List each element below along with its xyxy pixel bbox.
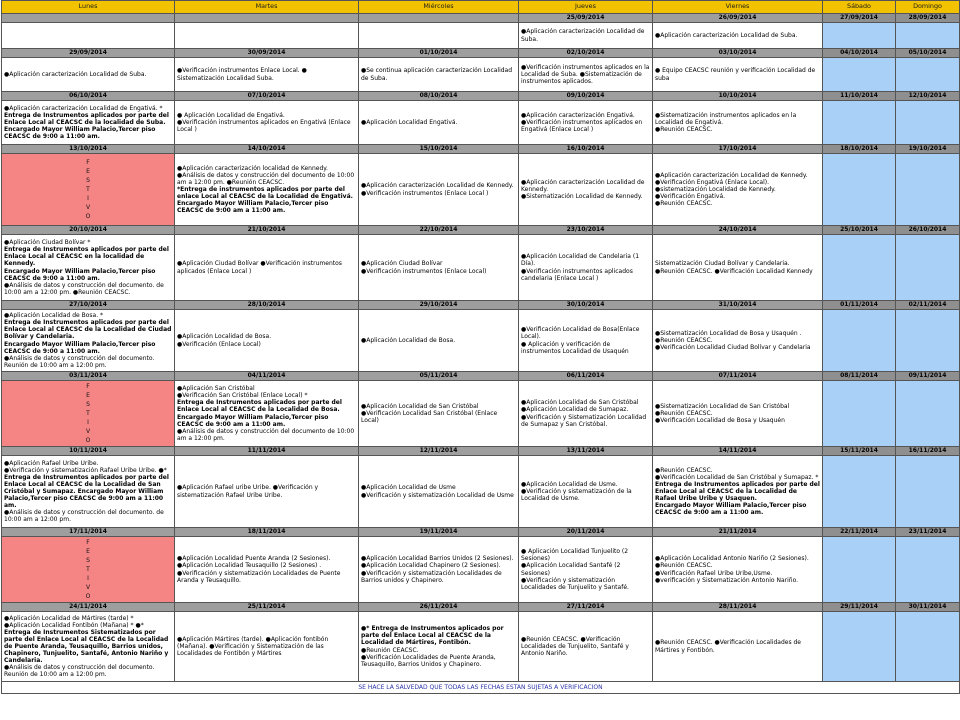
festivo-letter: E <box>86 168 90 175</box>
activity-line: ●Aplicación Rafael uribe Uribe. ●Verificación y sistematización Rafael Uribe Uribe. <box>177 484 319 499</box>
activity-line: ●Reunión CEACSC. <box>655 466 713 474</box>
calendar-body <box>2 14 960 682</box>
activity-line: Encargado Mayor William Palacio,Tercer piso CEACSC de 9:00 a 11:00 am. <box>4 340 156 355</box>
festivo-letter: O <box>85 437 91 444</box>
weekend-cell-domingo <box>896 381 960 447</box>
date-cell-domingo: 16/11/2014 <box>896 447 960 456</box>
activity-cell-jueves <box>519 310 653 372</box>
date-cell-miercoles: 08/10/2014 <box>359 92 519 101</box>
activity-cell-miercoles <box>359 23 519 49</box>
date-cell-viernes: 28/11/2014 <box>653 603 823 612</box>
date-cell-miercoles: 12/11/2014 <box>359 447 519 456</box>
activity-line: ●Aplicación Localidad de Candelaria (1 Día). <box>521 253 640 268</box>
date-cell-jueves: 16/10/2014 <box>519 145 653 154</box>
activity-line: ●Aplicación Rafael Uribe Uribe. <box>4 459 99 467</box>
date-cell-lunes: 03/11/2014 <box>2 372 175 381</box>
activity-line: ●Aplicación Localidad Chapinero (2 Sesiones). <box>361 562 501 570</box>
activity-cell-jueves <box>519 235 653 301</box>
activity-line: Encargado Mayor William Palacio,Tercer piso CEACSC de 9:00 a 11:00 am. <box>4 267 156 282</box>
week-date-row <box>2 226 960 235</box>
date-cell-miercoles: 22/10/2014 <box>359 226 519 235</box>
activity-line: Encargado Mayor William Palacio,Tercer piso CEACSC de 9:00 a 11:00 am. <box>4 126 156 141</box>
activity-line: ●Aplicación caracterización Localidad de Kennedy. <box>521 178 645 193</box>
weekday-header-row <box>2 1 960 14</box>
activity-line: ●Reunión CEACSC. <box>361 646 419 654</box>
festivo-letter: E <box>86 548 90 555</box>
activity-line: ●Verificación (Enlace Local) <box>177 340 261 348</box>
date-cell-jueves: 23/10/2014 <box>519 226 653 235</box>
activity-line: ●Reunión CEACSC. <box>655 409 713 417</box>
activity-line: ●Sistematización Localidad de Bosa y Usaquén . <box>655 329 802 337</box>
activity-cell-miercoles <box>359 456 519 528</box>
activity-line: Encargado Mayor William Palacio,Tercer piso CEACSC de 9:00 am a 11:00 am. <box>655 502 807 517</box>
activity-line: ●Aplicación Localidad de Sumapaz. <box>521 406 629 414</box>
week-activity-row <box>2 310 960 372</box>
date-cell-miercoles: 15/10/2014 <box>359 145 519 154</box>
festivo-letter: V <box>85 428 91 435</box>
activity-cell-martes <box>175 235 359 301</box>
weekend-cell-sabado <box>823 58 896 92</box>
weekend-cell-domingo <box>896 23 960 49</box>
activity-line: Sistematización Ciudad Bolívar y Candelaria. ●Reunión CEACSC. ●Verificación Localidad Kennedy <box>655 260 813 275</box>
activity-cell-jueves <box>519 537 653 603</box>
date-cell-domingo: 28/09/2014 <box>896 14 960 23</box>
activity-line: ●Reunión CEACSC. <box>655 200 713 208</box>
date-cell-miercoles: 05/11/2014 <box>359 372 519 381</box>
activity-cell-viernes <box>653 23 823 49</box>
festivo-letter: F <box>86 159 90 166</box>
activity-line: *Entrega de instrumentos aplicados por parte del enlace Local al CEACSC de la Localidad de Engativá. <box>177 185 353 201</box>
activity-line: ●Aplicación Localidad Santafé (2 Sesiones) <box>521 562 621 577</box>
weekday-header-miercoles: Miércoles <box>359 1 519 14</box>
activity-cell-jueves <box>519 23 653 49</box>
activity-cell-martes <box>175 381 359 447</box>
activity-cell-jueves <box>519 58 653 92</box>
date-cell-lunes: 13/10/2014 <box>2 145 175 154</box>
date-cell-jueves: 13/11/2014 <box>519 447 653 456</box>
activity-cell-lunes <box>2 101 175 145</box>
week-activity-row <box>2 58 960 92</box>
activity-line: ●Reunión CEACSC. <box>655 126 713 134</box>
date-cell-viernes: 26/09/2014 <box>653 14 823 23</box>
activity-cell-viernes <box>653 235 823 301</box>
activity-cell-martes <box>175 456 359 528</box>
activity-line: ●Aplicación Localidad Puente Aranda (2 Sesiones). <box>177 555 331 563</box>
activity-cell-lunes <box>2 456 175 528</box>
week-date-row <box>2 372 960 381</box>
activity-line: ●Aplicación Ciudad Bolívar ●Verificación instrumentos aplicados (Enlace Local ) <box>177 260 342 275</box>
activity-line: ● Aplicación Localidad Tunjuelito (2 Sesiones) <box>521 548 629 563</box>
activity-line: ●Verificación y sistematización Rafael Uribe Uribe. ●* <box>4 466 167 474</box>
activity-line: ●Aplicación caracterización localidad de Kennedy. <box>177 164 328 172</box>
date-cell-viernes: 14/11/2014 <box>653 447 823 456</box>
date-cell-domingo: 30/11/2014 <box>896 603 960 612</box>
activity-line: ●Verificación instrumentos (Enlace Local) <box>361 267 487 275</box>
activity-line: ●Verificación Localidad de Bosa(Enlace Local). <box>521 326 640 341</box>
date-cell-sabado: 27/09/2014 <box>823 14 896 23</box>
weekend-cell-sabado <box>823 235 896 301</box>
date-cell-domingo: 02/11/2014 <box>896 301 960 310</box>
date-cell-jueves: 20/11/2014 <box>519 528 653 537</box>
date-cell-viernes: 17/10/2014 <box>653 145 823 154</box>
activity-line: ●Verificación y sistematización de la Localidad de Usme. <box>521 487 632 503</box>
activity-line: ●Aplicación Localidad de Bosa. <box>177 333 272 341</box>
date-cell-viernes: 10/10/2014 <box>653 92 823 101</box>
date-cell-domingo: 05/10/2014 <box>896 49 960 58</box>
activity-cell-miercoles <box>359 154 519 226</box>
activity-line: ●Sistematización Localidad de San Cristóbal <box>655 402 790 410</box>
date-cell-sabado: 22/11/2014 <box>823 528 896 537</box>
week-activity-row <box>2 154 960 226</box>
activity-cell-viernes <box>653 101 823 145</box>
festivo-letter: F <box>86 539 90 546</box>
date-cell-martes: 18/11/2014 <box>175 528 359 537</box>
activity-line: ●Aplicación San Cristóbal <box>177 385 255 393</box>
date-cell-domingo: 23/11/2014 <box>896 528 960 537</box>
activity-line: ●Verificación Engativá. <box>655 193 726 201</box>
activity-cell-jueves <box>519 101 653 145</box>
activity-line: ●Aplicación caracterización Localidad de Suba. <box>4 70 147 78</box>
weekend-cell-domingo <box>896 310 960 372</box>
activity-cell-viernes <box>653 58 823 92</box>
activity-line: ●Verificación instrumentos aplicados en Engativá (Enlace Local ) <box>521 118 643 134</box>
date-cell-viernes: 31/10/2014 <box>653 301 823 310</box>
festivo-letter: F <box>86 383 90 390</box>
activity-line: Encargado Mayor William Palacio,Tercer piso CEACSC de 9:00 am a 11:00 am. <box>177 413 329 428</box>
date-cell-jueves: 25/09/2014 <box>519 14 653 23</box>
date-cell-martes: 21/10/2014 <box>175 226 359 235</box>
activity-line: ●Verificación y sistematización Localidad de Usme <box>361 491 514 499</box>
activity-line: ●Verificación instrumentos aplicados en Engativá (Enlace Local ) <box>177 118 351 134</box>
activity-cell-martes <box>175 537 359 603</box>
week-date-row <box>2 145 960 154</box>
date-cell-lunes: 29/09/2014 <box>2 49 175 58</box>
activity-cell-miercoles <box>359 235 519 301</box>
activity-line: ●Verificación y sistematización Localidades de Puente Aranda y Teusaquillo. <box>177 569 341 584</box>
activity-line: ●Verificación y sistematización Localidades de Barrios unidos y Chapinero. <box>361 569 502 584</box>
activity-cell-martes <box>175 101 359 145</box>
weekend-cell-domingo <box>896 58 960 92</box>
activity-line: ●Aplicación Localidad Engativá. <box>361 118 458 126</box>
activity-cell-viernes <box>653 456 823 528</box>
activity-line: Entrega de Instrumentos aplicados por parte del Enlace Local al CEACSC de la Localidad de San Cristóbal y Sumapaz. Encargado Mayor William Palacio,Tercer piso CEACSC de 9:00 am a 11:00 am. <box>4 473 169 510</box>
festivo-letter: V <box>85 584 91 591</box>
activity-line: ●Se continua aplicación caracterización Localidad de Suba. <box>361 67 513 82</box>
date-cell-lunes: 24/11/2014 <box>2 603 175 612</box>
activity-line: ●Sistematización Localidad de Kennedy. <box>521 193 643 201</box>
week-date-row <box>2 49 960 58</box>
activity-line: ● Aplicación Localidad de Engativá. <box>177 111 285 119</box>
activity-cell-lunes <box>2 58 175 92</box>
activity-line: ●Verificación Engativá (Enlace Local). <box>655 178 770 186</box>
weekday-header-viernes: Viernes <box>653 1 823 14</box>
date-cell-martes: 11/11/2014 <box>175 447 359 456</box>
date-cell-jueves: 09/10/2014 <box>519 92 653 101</box>
activity-line: Entrega de Instrumentos aplicados por parte del Enlace Local al CEACSC en la localidad de Kennedy. <box>4 246 169 268</box>
activity-line: ●Aplicación caracterización Localidad de Suba. <box>521 28 645 43</box>
date-cell-lunes: 27/10/2014 <box>2 301 175 310</box>
week-date-row <box>2 301 960 310</box>
date-cell-lunes: 20/10/2014 <box>2 226 175 235</box>
festivo-letter: I <box>87 195 89 202</box>
activity-line: ●Aplicación Ciudad Bolívar * <box>4 239 91 247</box>
week-activity-row <box>2 235 960 301</box>
activity-line: ●Verificación y Sistematización Localidad de Sumapaz y San Cristóbal. <box>521 413 647 428</box>
activity-line: Encargado Mayor William Palacio,Tercer piso CEACSC de 9:00 am a 11:00 am. <box>177 200 329 215</box>
festivo-letter: S <box>86 557 90 564</box>
activity-cell-lunes <box>2 23 175 49</box>
festivo-letter: E <box>86 392 90 399</box>
activity-line: ●Aplicación Localidad Antonio Nariño (2 Sesiones). <box>655 555 809 563</box>
date-cell-martes: 25/11/2014 <box>175 603 359 612</box>
activity-line: Entrega de Instrumentos aplicados por parte del Enlace Local al CEACSC de la Localidad de Rafael Uribe Uribe y Usaquen. <box>655 480 820 503</box>
week-activity-row <box>2 456 960 528</box>
festivo-letter: T <box>86 186 90 193</box>
activity-cell-martes <box>175 612 359 682</box>
weekend-cell-sabado <box>823 154 896 226</box>
activity-cell-miercoles <box>359 537 519 603</box>
weekend-cell-sabado <box>823 537 896 603</box>
date-cell-miercoles: 19/11/2014 <box>359 528 519 537</box>
date-cell-miercoles: 29/10/2014 <box>359 301 519 310</box>
week-date-row <box>2 14 960 23</box>
week-activity-row <box>2 23 960 49</box>
weekend-cell-domingo <box>896 101 960 145</box>
week-activity-row <box>2 612 960 682</box>
festivo-holiday-cell <box>2 154 175 226</box>
activity-line: ●Aplicación Localidad de San Cristóbal <box>521 399 639 407</box>
date-cell-domingo: 12/10/2014 <box>896 92 960 101</box>
activity-cell-miercoles <box>359 58 519 92</box>
activity-cell-viernes <box>653 310 823 372</box>
festivo-holiday-cell <box>2 537 175 603</box>
activity-line: ●Análisis de datos y construcción del documento. Reunión de 10:00 am a 12:00 pm. <box>4 664 155 679</box>
activity-line: ●Aplicación Localidad de Bosa. * <box>4 312 104 320</box>
week-activity-row <box>2 381 960 447</box>
activity-cell-lunes <box>2 235 175 301</box>
date-cell-martes: 07/10/2014 <box>175 92 359 101</box>
activity-line: ●Sistematización instrumentos aplicados en la Localidad de Engativá. <box>655 111 797 126</box>
date-cell-lunes: 06/10/2014 <box>2 92 175 101</box>
activity-line: ●Análisis de datos y construcción del documento de 10:00 am a 12:00 pm. <box>177 427 355 442</box>
festivo-letter: O <box>85 593 91 600</box>
date-cell-viernes: 03/10/2014 <box>653 49 823 58</box>
activity-line: ●Verificación y sistematización Localidades de Tunjuelito y Santafé. <box>521 576 629 591</box>
activity-cell-martes <box>175 154 359 226</box>
festivo-letter: I <box>87 575 89 582</box>
activity-line: ●Reunión CEACSC. ●Verificación Localidades de Tunjuelito, Santafé y Antonio Nariño. <box>521 635 629 658</box>
activity-line: ●Verificación San Cristóbal (Enlace Local) * <box>177 392 308 400</box>
activity-line: ●Reunión CEACSC. ●Verificación Localidades de Mártires y Fontibón. <box>655 639 801 654</box>
activity-cell-miercoles <box>359 101 519 145</box>
verification-disclaimer: SE HACE LA SALVEDAD QUE TODAS LAS FECHAS ESTAN SUJETAS A VERIFICACION <box>2 682 960 694</box>
date-cell-sabado: 25/10/2014 <box>823 226 896 235</box>
activity-line: ●Aplicación caracterización Localidad de Suba. <box>655 31 798 39</box>
weekend-cell-sabado <box>823 23 896 49</box>
week-activity-row <box>2 101 960 145</box>
date-cell-sabado: 01/11/2014 <box>823 301 896 310</box>
weekday-header-martes: Martes <box>175 1 359 14</box>
weekend-cell-sabado <box>823 101 896 145</box>
activity-line: ●Aplicación Localidad de Bosa. <box>361 336 456 344</box>
weekend-cell-sabado <box>823 310 896 372</box>
activity-cell-viernes <box>653 537 823 603</box>
date-cell-jueves: 06/11/2014 <box>519 372 653 381</box>
date-cell-sabado: 11/10/2014 <box>823 92 896 101</box>
date-cell-miercoles: 26/11/2014 <box>359 603 519 612</box>
activity-line: ●Aplicación caracterización Localidad de Kennedy. <box>655 171 808 179</box>
activity-line: ●Aplicación Localidad Barrios Unidos (2 Sesiones). <box>361 555 514 563</box>
date-cell-domingo: 19/10/2014 <box>896 145 960 154</box>
date-cell-sabado: 18/10/2014 <box>823 145 896 154</box>
date-cell-miercoles <box>359 14 519 23</box>
activity-cell-viernes <box>653 381 823 447</box>
activity-cell-jueves <box>519 154 653 226</box>
activity-line: Entrega de Instrumentos Sistematizados por parte del Enlace Local al CEACSC de la Localidad de Puente Aranda, Teusaquillo, Barrios unidos, Chapinero, Tunjuelito, Santafé, Antonio Nariño y Candelaria. <box>4 628 169 665</box>
activity-line: ●Verificación Localidad de San Cristóbal y Sumapaz. * <box>655 473 819 481</box>
week-date-row <box>2 528 960 537</box>
activity-line: ●Análisis de datos y construcción del documento. Reunión de 10:00 am a 12:00 pm. <box>4 354 155 369</box>
date-cell-martes: 04/11/2014 <box>175 372 359 381</box>
festivo-letter: O <box>85 213 91 220</box>
activity-line: ●* Entrega de Instrumentos aplicados por parte del Enlace Local al CEACSC de la Localidad de Mártires, Fontibón. <box>361 625 504 647</box>
activity-line: ●Aplicación Localidad de Usme <box>361 484 456 492</box>
activity-line: ●Aplicación Mártires (tarde). ●Aplicación fontibón (Mañana). ●Verificación y Sistematización de las Localidades de Fontibón y Mártires <box>177 635 329 658</box>
activity-cell-jueves <box>519 381 653 447</box>
activity-cell-jueves <box>519 612 653 682</box>
weekend-cell-domingo <box>896 154 960 226</box>
activity-line: ●Verificación instrumentos aplicados candelaria (Enlace Local ) <box>521 267 633 282</box>
activity-line: ●Aplicación Localidad Fontibón (Mañana) * ●* <box>4 621 144 629</box>
activity-line: ●Aplicación caracterización Engativá. <box>521 111 635 119</box>
activity-line: ●verificación y Sistematización Antonio Nariño. <box>655 576 799 584</box>
activity-line: ●Aplicación Localidad de Usme. <box>521 480 618 488</box>
date-cell-domingo: 09/11/2014 <box>896 372 960 381</box>
activity-cell-viernes <box>653 154 823 226</box>
date-cell-martes: 28/10/2014 <box>175 301 359 310</box>
activity-line: ●Verificación instrumentos aplicados en la Localidad de Suba. ●Sistematización de instrumentos aplicados. <box>521 63 650 86</box>
activity-cell-martes <box>175 310 359 372</box>
festivo-letter: S <box>86 177 90 184</box>
weekday-header-domingo: Domingo <box>896 1 960 14</box>
activity-line: ●Verificación instrumentos Enlace Local. ● Sistematización Localidad Suba. <box>177 67 307 82</box>
week-date-row <box>2 603 960 612</box>
activity-line: ●Análisis de datos y construcción del documento. de 10:00 am a 12:00 pm. ●Reunión CEACSC. <box>4 281 164 296</box>
activity-line: ●Reunión CEACSC. <box>655 562 713 570</box>
date-cell-jueves: 02/10/2014 <box>519 49 653 58</box>
festivo-letter: S <box>86 401 90 408</box>
date-cell-viernes: 24/10/2014 <box>653 226 823 235</box>
date-cell-sabado: 29/11/2014 <box>823 603 896 612</box>
date-cell-sabado: 04/10/2014 <box>823 49 896 58</box>
festivo-letter: T <box>86 410 90 417</box>
date-cell-martes: 30/09/2014 <box>175 49 359 58</box>
activity-line: ●Aplicación Ciudad Bolívar <box>361 260 443 268</box>
weekday-header-jueves: Jueves <box>519 1 653 14</box>
activity-line: ●Verificación instrumentos (Enlace Local ) <box>361 189 489 197</box>
date-cell-miercoles: 01/10/2014 <box>359 49 519 58</box>
activity-line: ●Verificación Localidad San Cristóbal (Enlace Local) <box>361 409 498 425</box>
activity-line: Entrega de Instrumentos aplicados por parte del Enlace Local al CEACSC de la Localidad de Ciudad Bolívar y Candelaria. <box>4 319 172 341</box>
date-cell-viernes: 07/11/2014 <box>653 372 823 381</box>
activity-cell-martes <box>175 58 359 92</box>
weekend-cell-domingo <box>896 456 960 528</box>
date-cell-lunes: 10/11/2014 <box>2 447 175 456</box>
activity-cell-jueves <box>519 456 653 528</box>
date-cell-lunes <box>2 14 175 23</box>
weekday-header-sabado: Sábado <box>823 1 896 14</box>
schedule-calendar <box>1 0 960 694</box>
activity-line: Entrega de Instrumentos aplicados por parte del Enlace Local al CEACSC de la localidad de Suba. <box>4 111 169 126</box>
activity-line: ●Análisis de datos y construcción del documento de 10:00 am a 12:00 pm. ●Reunión CEACSC. <box>177 171 355 186</box>
activity-line: ● Aplicación y verificación de instrumentos Localidad de Usaquén <box>521 340 629 355</box>
weekend-cell-domingo <box>896 537 960 603</box>
festivo-letter: T <box>86 566 90 573</box>
activity-line: ●sistematización Localidad de Kennedy. <box>655 185 776 193</box>
date-cell-lunes: 17/11/2014 <box>2 528 175 537</box>
activity-cell-lunes <box>2 612 175 682</box>
date-cell-viernes: 21/11/2014 <box>653 528 823 537</box>
activity-cell-viernes <box>653 612 823 682</box>
date-cell-sabado: 15/11/2014 <box>823 447 896 456</box>
date-cell-jueves: 30/10/2014 <box>519 301 653 310</box>
activity-line: ●Análisis de datos y construcción del documento. de 10:00 am a 12:00 pm. <box>4 509 164 524</box>
activity-cell-martes <box>175 23 359 49</box>
date-cell-sabado: 08/11/2014 <box>823 372 896 381</box>
date-cell-domingo: 26/10/2014 <box>896 226 960 235</box>
activity-line: ●Verificación Localidad Ciudad Bolívar y Candelaria <box>655 344 811 352</box>
activity-line: ●Aplicación caracterización Localidad de Kennedy. <box>361 182 514 190</box>
activity-line: ●Aplicación Localidad Teusaquillo (2 Sesiones) . <box>177 562 322 570</box>
activity-line: ● Equipo CEACSC reunión y verificación Localidad de suba <box>655 67 816 82</box>
week-date-row <box>2 447 960 456</box>
activity-cell-lunes <box>2 310 175 372</box>
festivo-holiday-cell <box>2 381 175 447</box>
weekend-cell-domingo <box>896 235 960 301</box>
activity-cell-miercoles <box>359 612 519 682</box>
date-cell-martes <box>175 14 359 23</box>
activity-cell-miercoles <box>359 310 519 372</box>
activity-line: Entrega de Instrumentos aplicados por parte del Enlace Local al CEACSC de la Localidad de Bosa. <box>177 399 342 414</box>
week-date-row <box>2 92 960 101</box>
date-cell-jueves: 27/11/2014 <box>519 603 653 612</box>
activity-line: ●Verificación Localidad de Bosa y Usaquén <box>655 417 785 425</box>
weekend-cell-domingo <box>896 612 960 682</box>
activity-line: ●Aplicación Localidad de Mártires (tarde) * <box>4 614 134 622</box>
weekend-cell-sabado <box>823 612 896 682</box>
activity-line: ●Aplicación caracterización Localidad de Engativá. * <box>4 104 163 112</box>
activity-line: ●Verificación Localidades de Puente Aranda, Teusaquillo, Barrios Unidos y Chapinero. <box>361 653 496 668</box>
weekend-cell-sabado <box>823 456 896 528</box>
activity-line: ●Verificación Rafael Uribe Uribe,Usme. <box>655 569 773 577</box>
weekend-cell-sabado <box>823 381 896 447</box>
activity-cell-miercoles <box>359 381 519 447</box>
week-activity-row <box>2 537 960 603</box>
festivo-letter: V <box>85 204 91 211</box>
festivo-letter: I <box>87 419 89 426</box>
activity-line: ●Aplicación Localidad de San Cristóbal <box>361 402 479 410</box>
activity-line: ●Reunión CEACSC. <box>655 336 713 344</box>
date-cell-martes: 14/10/2014 <box>175 145 359 154</box>
weekday-header-lunes: Lunes <box>2 1 175 14</box>
